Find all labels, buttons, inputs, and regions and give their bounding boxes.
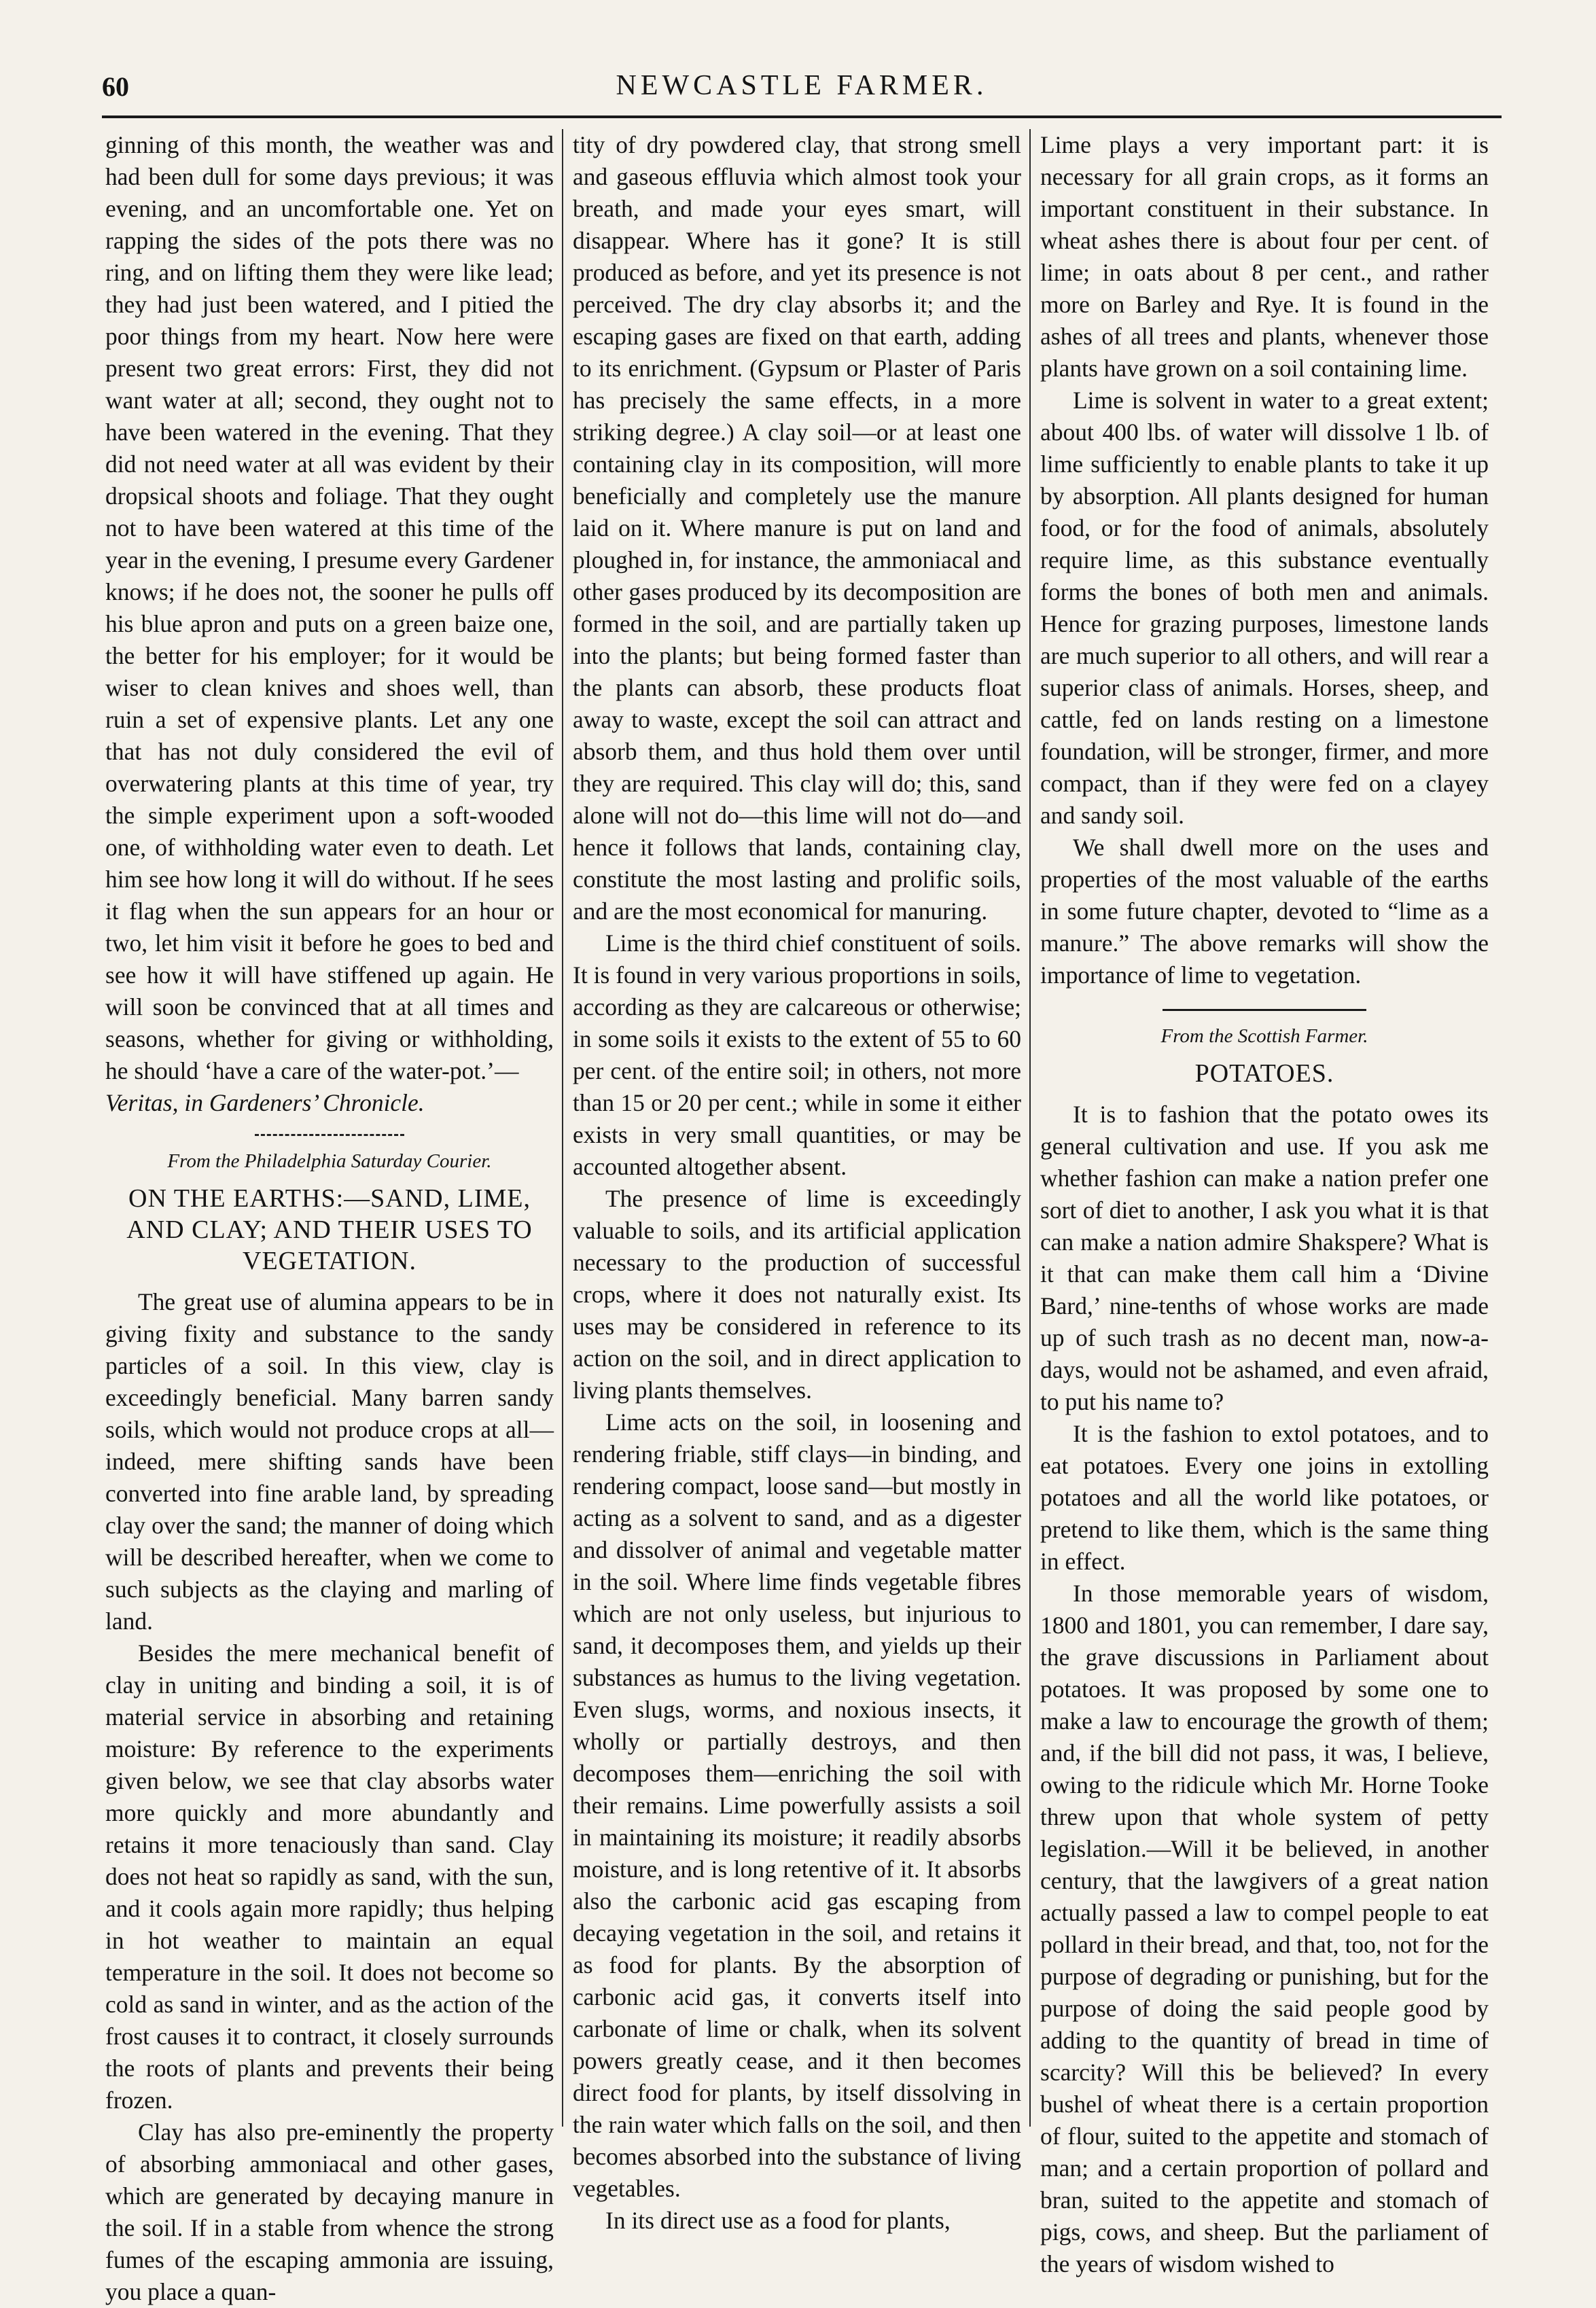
signature: Veritas, in Gardeners’ Chronicle. — [105, 1089, 425, 1116]
paragraph: We shall dwell more on the uses and properties of the most valuable of the earths in some future chapter, devoted to “lime as a manure.” The above remarks will show the importance of lime to vegetation. — [1040, 834, 1489, 989]
article-divider — [255, 1134, 404, 1136]
page-header — [102, 63, 1502, 110]
paragraph: It is to fashion that the potato owes its general cultivation and use. If you ask me whether fashion can make a nation prefer one sort of diet to another, I ask you what it is that can make a nation admire Shakspere? What is it that can make them call him a ‘Divine Bard,’ nine-tenths of whose works are made up of such trash as no decent man, now-a-days, would not be ashamed, and even afraid, to put his name to? — [1040, 1101, 1489, 1415]
paragraph: Lime acts on the soil, in loosening and rendering friable, stiff clays—in binding, and rendering compact, loose sand—but mostly in acting as a solvent to sand, and as a digester and dissolver of animal and vegetable matter in the soil. Where lime finds vegetable fibres which are not only useless, but injurious to sand, it decomposes them, and yields up their substances as humus to the living vegetation. Even slugs, worms, and noxious insects, it wholly or partially destroys, and then decomposes them—enriching the soil with their remains. Lime powerfully assists a soil in maintaining its moisture; it readily absorbs moisture, and is long retentive of it. It absorbs also the carbonic acid gas escaping from decaying vegetation in the soil, and retains it as food for plants. By the absorption of carbonic acid gas, it converts itself into carbonate of lime or chalk, when its solvent powers greatly cease, and it then becomes direct food for plants, by itself dissolving in the rain water which falls on the soil, and then becomes absorbed into the substance of living vegetables. — [573, 1408, 1021, 2202]
paragraph: Lime is solvent in water to a great extent; about 400 lbs. of water will dissolve 1 lb. of lime sufficiently to enable plants to take it up by absorption. All plants designed for human food, or for the food of animals, absolutely require lime, as this substance eventually forms the bones of both men and animals. Hence for grazing purposes, limestone lands are much superior to all others, and will rear a superior class of animals. Horses, sheep, and cattle, fed on lands resting on a limestone foundation, will be stronger, firmer, and more compact, than if they were fed on a clayey and sandy soil. — [1040, 387, 1489, 829]
paragraph: In those memorable years of wisdom, 1800 and 1801, you can remember, I dare say, the grave discussions in Parliament about potatoes. It was proposed by some one to make a law to encourage the growth of them; and, if the bill did not pass, it was, I believe, owing to the ridicule which Mr. Horne Tooke threw upon that whole system of petty legislation.—Will it be believed, in another century, that the lawgivers of a great nation actually passed a law to compel people to eat pollard in their bread, and that, too, not for the purpose of degrading or punishing, but for the purpose of doing the said people good by adding to the quantity of bread in time of scarcity? Will this be believed? In every bushel of wheat there is a certain proportion of flour, suited to the appetite and stomach of man; and a certain proportion of pollard and bran, suited to the appetite and stomach of pigs, cows, and sheep. But the parliament of the years of wisdom wished to — [1040, 1580, 1489, 2277]
column-2 — [573, 129, 1021, 2234]
paragraph: It is the fashion to extol potatoes, and to eat potatoes. Every one joins in extolling potatoes and all the world like potatoes, or pretend to like them, which is the same thing in effect. — [1040, 1420, 1489, 1575]
article-headline: POTATOES. — [1194, 1059, 1334, 1088]
article-divider — [1163, 1009, 1366, 1011]
paragraph: The great use of alumina appears to be in giving fixity and substance to the sandy particles of a soil. In this view, clay is exceedingly beneficial. Many barren sandy soils, which would not produce crops at all—indeed, mere shifting sands have been converted into fine arable land, by spreading clay over the sand; the manner of doing which will be described hereafter, when we come to such subjects as the claying and marling of land. — [105, 1288, 554, 1635]
article-source: From the Scottish Farmer. — [1160, 1025, 1368, 1047]
page-number: 60 — [102, 71, 129, 102]
column-rule-1 — [562, 129, 563, 2127]
article-headline: ON THE EARTHS:—SAND, LIME, AND CLAY; AND THEIR USES TO VEGETATION. — [126, 1184, 533, 1275]
paragraph: ginning of this month, the weather was and had been dull for some days previous; it was evening, and an uncomfortable one. Yet on rapping the sides of the pots there was no ring, and on lifting them they were like lead; they had just been watered, and I pitied the poor things from my heart. Now here were present two great errors: First, they did not want water at all; second, they ought not to have been watered in the evening. That they did not need water at all was evident by their dropsical shoots and foliage. That they ought not to have been watered at this time of the year in the evening, I presume every Gardener knows; if he does not, the sooner he pulls off his blue apron and puts on a green baize one, the better for his employer; for it would be wiser to clean knives and shoes well, than ruin a set of expensive plants. Let any one that has not duly considered the evil of overwatering plants at this time of year, try the simple experiment upon a soft-wooded one, of withholding water even to death. Let him see how long it will do without. If he sees it flag when the sun appears for an hour or two, let him visit it before he goes to bed and see how it will have stiffened up again. He will soon be convinced that at all times and seasons, whether for giving or withholding, he should ‘have a care of the water-pot.’— — [105, 131, 554, 1084]
paragraph: Lime is the third chief constituent of soils. It is found in very various proportions in soils, according as they are calcareous or otherwise; in some soils it exists to the extent of 55 to 60 per cent. of the entire soil; in others, not more than 15 or 20 per cent.; while in some it either exists in very small quantities, or may be accounted altogether absent. — [573, 929, 1021, 1180]
column-1 — [105, 129, 554, 2305]
column-rule-2 — [1029, 129, 1031, 2127]
paragraph: In its direct use as a food for plants, — [605, 2207, 951, 2234]
paragraph: The presence of lime is exceedingly valuable to soils, and its artificial application necessary to the production of successful crops, where it does not naturally exist. Its uses may be considered in reference to its action on the soil, and in direct application to living plants themselves. — [573, 1185, 1021, 1404]
header-rule — [102, 116, 1502, 118]
paragraph: Clay has also pre-eminently the property of absorbing ammoniacal and other gases, which are generated by decaying manure in the soil. If in a stable from whence the strong fumes of the escaping ammonia are issuing, you place a quan- — [105, 2118, 554, 2305]
paragraph: tity of dry powdered clay, that strong smell and gaseous effluvia which almost took your breath, and made your eyes smart, will disappear. Where has it gone? It is still produced as before, and yet its presence is not perceived. The dry clay absorbs it; and the escaping gases are fixed on that earth, adding to its enrichment. (Gypsum or Plaster of Paris has precisely the same effects, in a more striking degree.) A clay soil—or at least one containing clay in its composition, will more beneficially and completely use the manure laid on it. Where manure is put on land and ploughed in, for instance, the ammoniacal and other gases produced by its decomposition are formed in the soil, and are partially taken up into the plants; but being formed faster than the plants can absorb, these products float away to waste, except the soil can attract and absorb them, and thus hold them over until they are required. This clay will do; this, sand alone will not do—this lime will not do—and hence it follows that lands, containing clay, constitute the most lasting and prolific soils, and are the most economical for manuring. — [573, 131, 1021, 925]
article-source: From the Philadelphia Saturday Courier. — [167, 1150, 492, 1172]
paragraph: Besides the mere mechanical benefit of clay in uniting and binding a soil, it is of material service in absorbing and retaining moisture: By reference to the experiments given below, we see that clay absorbs water more quickly and more abundantly and retains it more tenaciously than sand. Clay does not heat so rapidly as sand, with the sun, and it cools again more rapidly; thus helping in hot weather to maintain an equal temperature in the soil. It does not become so cold as sand in winter, and as the action of the frost causes it to contract, it closely surrounds the roots of plants and prevents their being frozen. — [105, 1639, 554, 2114]
column-3 — [1040, 129, 1489, 2277]
running-head: NEWCASTLE FARMER. — [616, 70, 988, 101]
paragraph: Lime plays a very important part: it is necessary for all grain crops, as it forms an important constituent in their substance. In wheat ashes there is about four per cent. of lime; in oats about 8 per cent., and rather more on Barley and Rye. It is found in the ashes of all trees and plants, whenever those plants have grown on a soil containing lime. — [1040, 131, 1489, 382]
